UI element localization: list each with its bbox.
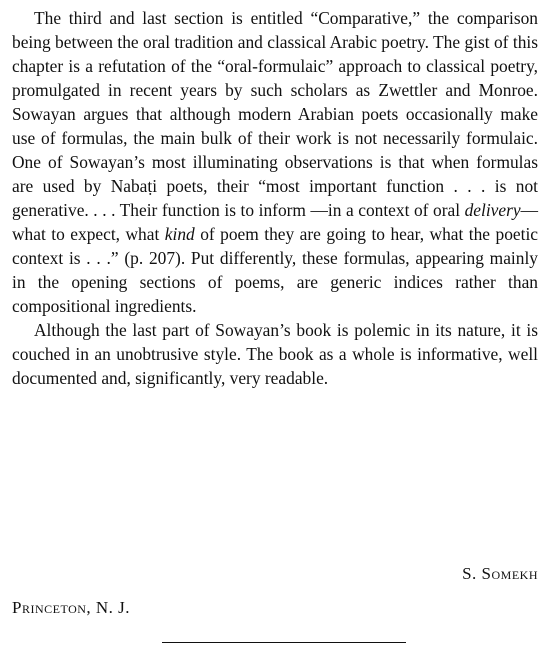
section-divider-rule xyxy=(162,642,406,643)
paragraph-comparative-section xyxy=(12,6,538,318)
reviewer-signature: S. Somekh xyxy=(462,564,538,583)
italic-kind: kind xyxy=(164,224,195,244)
paragraph-text: of poem they are going to hear, what the poetic context is . . .” (p. 207). Put differently, these formulas, appearing mainly in the opening sections of poems, are generic indices rather than compositional ingredients. xyxy=(12,224,538,316)
reviewer-location: Princeton, N. J. xyxy=(12,598,131,617)
italic-delivery: delivery xyxy=(464,200,521,220)
review-text xyxy=(12,6,538,390)
paragraph-conclusion: Although the last part of Sowayan’s book is polemic in its nature, it is couched in an unobtrusive style. The book as a whole is informative, well documented and, significantly, very readable. xyxy=(12,320,538,388)
paragraph-text: — what to expect, what xyxy=(12,200,538,244)
paragraph-text: The third and last section is entitled “Comparative,” the comparison being between the oral tradition and classical Arabic poetry. The gist of this chapter is a refutation of the “oral-formulaic” approach to classical poetry, promulgated in recent years by such scholars as Zwettler and Monroe. Sowayan argues that although modern Arabian poets occasionally make use of formulas, the main bulk of their work is not necessarily formulaic. One of Sowayan’s most illuminating observations is that when formulas are used by Nabaṭi poets, their “most important function . . . is not generative. . . . Their function is to inform —in a context of oral xyxy=(12,8,538,220)
